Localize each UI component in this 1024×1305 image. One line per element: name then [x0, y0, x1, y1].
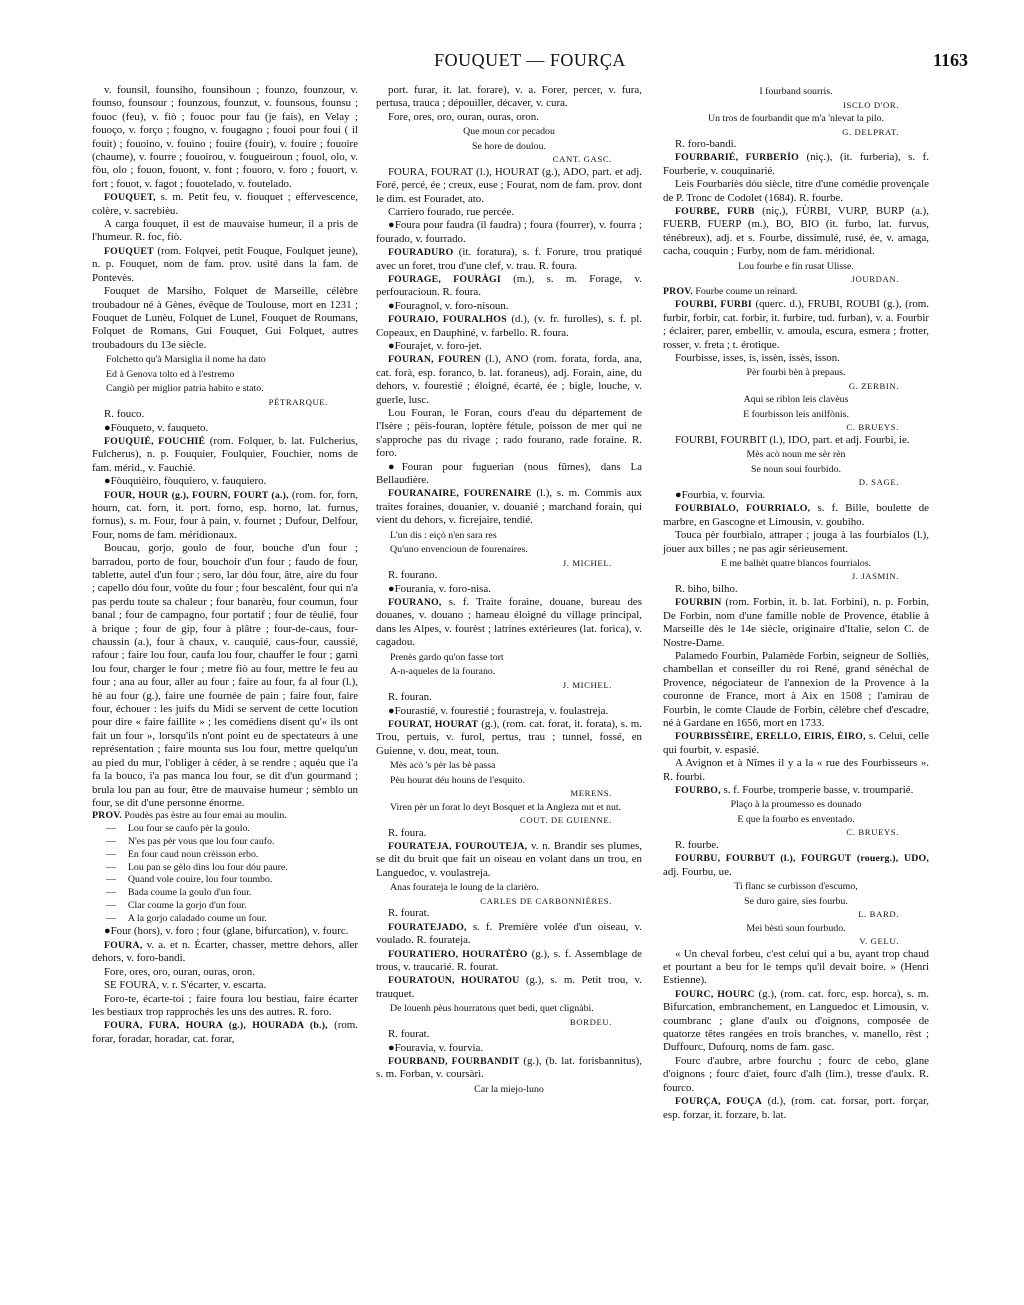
entry-text: (querc. d.), FRUBI, ROUBI (g.), (rom. furbir, forbir, cat. forbir, it. furbire, tud. furban), v. a. Fourbir ; éclairer, parer, embellir, v. amoula, escura, esmera ; frotter, rosser, v. freta ; t. érotique.: [663, 298, 929, 351]
entry-text: v. n. Brandir ses plumes, se dit du bruit que fait un oiseau en volant dans un trou, en Languedoc, v. voulastreja.: [376, 840, 642, 879]
entry-text: (l.), s. m. Commis aux traites foraines, douanier, v. douanié ; marchand forain, qui vient du dehors, v. ficrejaire, tendié.: [376, 487, 642, 527]
quote-attribution: [376, 679, 642, 692]
entry-text: ●Fouragnol, v. foro-nisoun.: [388, 299, 509, 312]
entry-text: R. fourano.: [388, 569, 438, 582]
quote-attribution: [376, 895, 642, 908]
paragraph: [376, 166, 642, 206]
entry-text: ●Fouran pour fuguerian (nous fûmes), dans La Bellaudière.: [376, 460, 642, 487]
quote-line: [663, 558, 929, 571]
column-middle: [376, 84, 642, 1294]
paragraph: [663, 352, 929, 365]
paragraph: [376, 340, 642, 353]
entry-text: Leis Fourbariès dóu siècle, titre d'une comédie provençale de P. Tronc de Codolet (1684). R. fourbe.: [663, 178, 929, 204]
entry-text: N'es pas pèr vous que lou four caufo.: [127, 835, 275, 847]
entry-text: R. fouran.: [388, 691, 432, 704]
paragraph: [376, 569, 642, 582]
headword: FOURATIERO, HOURATÈRO: [388, 948, 528, 960]
proverb-line: [106, 887, 358, 900]
entry-text: (it. foratura), s. f. Forure, trou pratiqué avec un foret, trou d'une clef, v. trau. R. foura.: [376, 246, 642, 272]
dictionary-entry: [92, 1019, 358, 1046]
entry-text: Mès acò noun me sèr rèn: [746, 449, 846, 461]
entry-text: Folchetto qu'à Marsiglia il nome ha dato: [106, 354, 266, 366]
quote-line: [663, 814, 929, 827]
entry-text: ●Fòuquièiro, fòuquiero, v. fauquiero.: [104, 475, 267, 488]
paragraph: [663, 650, 929, 730]
paragraph: [92, 84, 358, 191]
entry-text: ●Fourajet, v. foro-jet.: [388, 340, 482, 352]
paragraph: [92, 542, 358, 810]
paragraph: [376, 583, 642, 596]
dictionary-entry: [376, 840, 642, 880]
quote-attribution: [663, 826, 929, 839]
entry-text: R. fourat.: [388, 1028, 430, 1041]
entry-text: (l.), ANO (rom. forata, forda, ana, cat. forà, esp. foranco, b. lat. foraneus), adj. Forain, aine, du dehors, v. fourestié ; éloigné, écarté, ée ; bigle, louche, v. guerle, lusc.: [376, 353, 642, 406]
entry-text: Aqui se riblon leis clavèus: [743, 394, 849, 406]
entry-text: s. f. Traite foraine, douane, bureau des douanes, v. douano ; hameau éloigné du village principal, dans les Alpes, v. fourèst ; latrines extérieures (lat. forica), v. cagadou.: [376, 596, 642, 649]
entry-text: (rom. for, forn, hourn, cat. forn, it. port. forno, esp. horno, lat. furnus, fornus), s. m. Four, four à pain, v. fournet ; Dufour, Delfour, Four, noms de fam. méridionaux.: [92, 488, 358, 541]
entry-text: (g.), s. m. Petit trou, v. trauquet.: [376, 974, 642, 1000]
quote-line: [390, 530, 642, 543]
entry-text: Anas fourateja le loung de la clarièro.: [390, 882, 539, 894]
proverb-line: [106, 913, 358, 926]
paragraph: [376, 206, 642, 219]
entry-text: R. fourat.: [388, 907, 430, 920]
quote-line: [663, 464, 929, 477]
entry-text: SE FOURA, v. r. S'écarter, v. escarta.: [104, 979, 267, 992]
paragraph: [376, 1042, 642, 1055]
entry-text: ●Fourastié, v. fourestié ; fourastreja, v. foulastreja.: [388, 704, 609, 717]
dictionary-entry: [92, 245, 358, 285]
headword: FOURANO,: [388, 597, 442, 608]
quote-line: [106, 354, 358, 367]
entry-text: Lou four se caufo pèr la goulo.: [127, 823, 250, 835]
column-right: [663, 84, 929, 1294]
proverb-line: [106, 836, 358, 849]
entry-text: Mei bèsti soun fourbudo.: [746, 922, 846, 934]
entry-text: Qu'uno envencioun de fourenaires.: [390, 544, 528, 556]
quote-attribution: [376, 557, 642, 570]
headword: FOURBI, FURBI: [675, 299, 752, 311]
entry-text: s. f. Bille, boulette de marbre, en Gascogne et Limousin, v. goubiho.: [663, 502, 929, 528]
dictionary-entry: [663, 502, 929, 529]
entry-text: Carriero fourado, rue percée.: [388, 205, 515, 218]
entry-text: G. ZERBIN.: [848, 380, 899, 391]
page-number: 1163: [932, 50, 968, 70]
quote-attribution: [663, 476, 929, 489]
page-header: [90, 50, 970, 76]
entry-text: ISCLO D'OR.: [843, 99, 899, 110]
headword: FOURBAND, FOURBANDIT: [388, 1055, 520, 1067]
paragraph: [663, 948, 929, 988]
quote-line: [390, 1003, 642, 1016]
dictionary-entry: [663, 1095, 929, 1122]
quote-line: [663, 261, 929, 274]
dictionary-entry: [376, 273, 642, 300]
dictionary-entry: [376, 353, 642, 407]
dictionary-entry: [376, 718, 642, 758]
entry-text: Lou fourbe e fin rusat Ulisse.: [738, 260, 854, 272]
entry-text: COUT. DE GUIENNE.: [519, 815, 612, 826]
entry-text: (rom. forar, foradar, horadar, cat. forar,: [92, 1019, 358, 1045]
quote-line: [663, 896, 929, 909]
paragraph: [663, 1055, 929, 1095]
quote-line: [663, 923, 929, 936]
entry-text: Pèr fourbi bèn à prepaus.: [746, 367, 846, 379]
dictionary-entry: [663, 730, 929, 757]
entry-text: A carga fouquet, il est de mauvaise humeur, il a pris de l'humeur. R. foc, fiò.: [92, 218, 358, 244]
entry-text: « Un cheval forbeu, c'est celui qui a bu, ayant trop chaud et pourtant a beu for le temps qu'il devait boire. » (Henri Estienne).: [663, 947, 929, 987]
entry-text: Mès acò 's pèr las bè passa: [390, 760, 496, 772]
dictionary-entry: [92, 435, 358, 475]
entry-text: Cangiò per miglior patria habito e stato.: [106, 383, 264, 395]
entry-text: s. m. Petit feu, v. fiouquet ; effervescence, colère, v. sacrebièu.: [92, 191, 358, 217]
entry-text: Fourc d'aubre, arbre fourchu ; fourc de cebo, glane d'oignons ; fourc d'aiet, fourc d'alh (lim.), tresse d'aulx. R. fourco.: [663, 1054, 929, 1094]
entry-text: E fourbisson leis anilfònis.: [743, 408, 849, 420]
entry-text: ●Foura pour faudra (il faudra) ; foura (fourrer), v. fourra ; fourado, v. fourrado.: [376, 219, 642, 245]
entry-text: Fourbisse, isses, is, issèn, issès, isson.: [675, 352, 840, 365]
quote-attribution: [376, 153, 642, 166]
quote-attribution: [663, 380, 929, 393]
entry-text: ●Fouravia, v. fourvia.: [388, 1041, 484, 1054]
entry-text: En four caud noun crèisson erbo.: [127, 848, 259, 860]
paragraph: [663, 178, 929, 205]
paragraph: [92, 422, 358, 435]
proverb-line: [106, 900, 358, 913]
running-title: FOUQUET — FOURÇA: [434, 50, 626, 70]
entry-text: J. MICHEL.: [562, 679, 612, 690]
column-left: [92, 84, 358, 1294]
proverb-line: [106, 874, 358, 887]
entry-text: Fore, ores, oro, ouran, ouras, oron.: [104, 965, 255, 978]
entry-text: Prenès gardo qu'on fasse tort: [390, 651, 504, 663]
dictionary-entry: [376, 246, 642, 273]
headword: FOURBISSÈIRE, ERELLO, EIRIS, ÈIRO,: [675, 731, 866, 743]
entry-text: (rom. Forbin, it. b. lat. Forbini), n. p. Forbin, De Forbin, nom d'une famille noble de Provence, établie à Marseille dès le 14e siècle, originaire d'Italie, selon C. de Nostre-Dame.: [663, 596, 929, 649]
entry-text: A-n-aqueles de la fourano.: [390, 666, 496, 678]
headword: PROV.: [92, 810, 122, 822]
entry-text: Quand vole couire, lou four toumbo.: [127, 874, 273, 886]
headword: FOURBE, FURB: [675, 206, 755, 218]
dictionary-entry: [376, 313, 642, 340]
paragraph: [663, 583, 929, 596]
headword: FOURA, FURA, HOURA (g.), HOURADA (b.),: [104, 1020, 328, 1032]
entry-text: G. DELPRAT.: [842, 126, 899, 137]
entry-text: Bada coume la goulo d'un four.: [127, 887, 252, 899]
entry-text: ●Four (hors), v. foro ; four (glane, bifurcation), v. fourc.: [104, 925, 349, 938]
entry-text: A la gorjo caladado coume un four.: [127, 912, 267, 924]
quote-line: [106, 369, 358, 382]
entry-text: Boucau, gorjo, goulo de four, bouche d'un four ; barradou, porto de four, bouchoir d'un four ; faudo de four, tablette, autel d'un four ; sero, lar dóu four, âtre, aire du four ; capello dóu four, voûte du four ; four bescalènt, four qui n'a pas perdu toute sa chaleur ; four banarèu, four coumun, four banal ; four de campagno, four portatif ; four de tèulié, four à brique ; four de gip, four à plâtre ; four-de-caus, four-chaussin (a.), four à chaux, v. cauquié, caus-four, caussié, rafour ; faire lou four, caufa lou four, chauffer le four ; garni lou four, charger le four ; metre fiò au four, mettre le feu au four ; ana au four, aller au four ; faire au four, fa al four (l.), hè au four (g.), faire une fournée de pain ; faire four, faire four, échouer : les juifs du Midi se servent de cette locution pour dire « faire faillite » ; les comédiens disent qu'« ils ont fait un four », lorsqu'ils n'ont point eu de spectateurs à une représentation ; faire mounta sus lou four, mettre quelqu'un au pied du mur, l'obliger à céder, à se rendre ; aquéu que i'a fa la bouco, i'a pas manca lou four, se dit d'un gourmand ; brula lou pan au four, être de mauvaise humeur ; sèmblo un four, se dit d'une personne énorme.: [92, 542, 358, 809]
headword: FOURAGE, FOURÀGI: [388, 273, 501, 285]
quote-line: [376, 1084, 642, 1097]
paragraph: [376, 300, 642, 313]
entry-text: Fourbe coume un reinard.: [692, 285, 798, 297]
paragraph: [663, 839, 929, 852]
dictionary-entry: [663, 784, 929, 797]
entry-text: s. f. Fourbe, tromperie basse, v. troumparié.: [720, 784, 914, 797]
quote-line: [106, 383, 358, 396]
dictionary-entry: [376, 596, 642, 650]
headword: FOURANAIRE, FOURENAIRE: [388, 488, 532, 500]
headword: FOUR, HOUR (g.), FOURN, FOURT (a.),: [104, 489, 289, 501]
headword: FOURAT, HOURAT: [388, 718, 479, 730]
paragraph: [376, 84, 642, 111]
headword: PROV.: [663, 285, 693, 297]
entry-text: Foro-te, écarte-toi ; faire foura lou bestiau, faire écarter les bestiaux trop rapprochés les uns des autres. R. foro.: [92, 992, 358, 1018]
headword: FOUQUIÉ, FOUCHIÉ: [104, 435, 206, 447]
headword: FOURC, HOURC: [675, 988, 755, 1000]
entry-text: I fourband sourris.: [759, 86, 833, 97]
quote-attribution: [663, 570, 929, 583]
headword: FOURBIALO, FOURRIALO,: [675, 503, 811, 515]
entry-text: Ed à Genova tolto ed à l'estremo: [106, 368, 235, 380]
headword: FOURBO,: [675, 785, 721, 797]
dictionary-entry: [376, 974, 642, 1001]
entry-text: Se noun soui fourbido.: [751, 463, 841, 475]
entry-text: s. f. Première volée d'un oiseau, v. voulado. R. fourateja.: [376, 920, 642, 947]
paragraph: [663, 757, 929, 784]
headword: FOURA,: [104, 939, 143, 951]
entry-text: (g.), (rom. cat. forc, esp. horca), s. m. Bifurcation, embranchement, en Languedoc et Limousin, v. coumbranc ; glane d'aulx ou d'oignons, composée de quatorze têtes rangées en trois branches, v. manello, rèst ; Duffourc, Dufourq, noms de fam. gasc.: [663, 987, 929, 1054]
headword: FOURATEJA, FOUROUTEJA,: [388, 841, 528, 853]
headword: FOURAIO, FOURALHOS: [388, 314, 507, 326]
entry-text: J. JASMIN.: [851, 571, 899, 582]
entry-text: FOURA, FOURAT (l.), HOURAT (g.), ADO, part. et adj. Foré, percé, ée ; creux, euse ; Fourat, nom de fam. prov. dont le dim. est Fouradet, ato.: [376, 165, 642, 205]
paragraph: [92, 285, 358, 352]
quote-line: [390, 760, 642, 773]
entry-text: Se duro gaire, sies fourbu.: [744, 895, 848, 907]
quote-attribution: [663, 273, 929, 286]
quote-attribution: [663, 908, 929, 921]
paragraph: [663, 434, 929, 447]
proverb: [92, 810, 358, 823]
entry-text: Lou Fouran, le Foran, cours d'eau du département de l'Isère ; pèis-fouran, loptère fétule, poisson de mer qui ne s'approche pas du rivage ; rado fourano, rade foraine. R. foro.: [376, 407, 642, 460]
quote-line: [663, 86, 929, 99]
headword: FOURBIN: [675, 597, 722, 609]
entry-text: Viren pèr un forat lo deyt Bosquet et la Angleza nut et nut.: [390, 801, 622, 813]
proverb-line: [106, 862, 358, 875]
entry-text: J. MICHEL.: [562, 557, 612, 568]
paragraph: [376, 461, 642, 488]
quote-line: [390, 652, 642, 665]
paragraph: [92, 993, 358, 1020]
entry-text: BORDEU.: [569, 1016, 612, 1027]
headword: FOURATOUN, HOURATOU: [388, 975, 520, 987]
entry-text: FOURBI, FOURBIT (l.), IDO, part. et adj. Fourbi, ie.: [675, 433, 910, 446]
entry-text: Pèu hourat déu houns de l'esquito.: [390, 774, 526, 786]
entry-text: Car la miejo-luno: [474, 1083, 544, 1095]
paragraph: [92, 408, 358, 421]
entry-text: (rom. Folquer, b. lat. Fulcherius, Fulcherus), n. p. Fouquier, Foulquier, Fouchier, noms de fam. mérid., v. Fauchié.: [92, 434, 358, 474]
entry-text: v. founsil, founsiho, founsihoun ; founzo, founzour, v. founso, founsour ; founzous, founzut, v. founsous, founsu ; fouoc (feu), v. fiò ; fouoc pour fau (je fais), en Velay ; fouoço, v. forço ; fougno, v. fougagno ; fouoi pour foui ( il fouit) ; fouoino, v. fouino ; fouire (fouir), v. fouire ; fouoire (chaume), v. fourre ; fouoirou, v. fougueiroun ; fouol, olo, v. fòu, olo ; fouon, fouont, v. font ; fouoro, v. foro ; fouort, v. fort ; fouot, v. fagot ; fouotelado, v. foutelado.: [92, 84, 358, 190]
quote-line: [663, 799, 929, 812]
headword: FOURÇA, FOUÇA: [675, 1096, 763, 1108]
dictionary-entry: [376, 921, 642, 948]
entry-text: (m.), s. m. Forage, v. perfouracioun. R. foura.: [376, 272, 642, 299]
quote-attribution: [376, 787, 642, 800]
quote-line: [390, 802, 642, 815]
dictionary-entry: [92, 191, 358, 218]
entry-text: Touca pèr fourbialo, attraper ; jouga à las fourbialos (l.), jouer aux billes ; ne pas agir sérieusement.: [663, 529, 929, 555]
entry-text: MERENS.: [570, 788, 612, 799]
entry-text: port. furar, it. lat. forare), v. a. Forer, percer, v. fura, pertusa, trauca ; dépouiller, décaver, v. cura.: [376, 84, 642, 110]
entry-text: E me balhèt quatre blancos fourrialos.: [720, 557, 872, 569]
proverb-line: [106, 823, 358, 836]
headword: FOUQUET,: [104, 192, 156, 204]
dictionary-entry: [663, 596, 929, 650]
entry-text: (g.), s. f. Assemblage de trous, v. traucarié. R. fourat.: [376, 947, 642, 973]
paragraph: [663, 489, 929, 502]
dictionary-entry: [663, 298, 929, 352]
entry-text: (d.), (v. fr. furolles), s. f. pl. Copeaux, en Dauphiné, v. farbello. R. foura.: [376, 313, 642, 339]
entry-text: Clar coume la gorjo d'un four.: [127, 899, 247, 911]
quote-line: [663, 449, 929, 462]
paragraph: [376, 219, 642, 246]
entry-text: Ti flanc se curbisson d'escumo,: [734, 881, 858, 893]
entry-text: (niç.), (it. furberia), s. f. Fourberie, v. couquinarié.: [663, 151, 929, 177]
dictionary-entry: [376, 948, 642, 975]
quote-attribution: [376, 814, 642, 827]
quote-line: [663, 367, 929, 380]
entry-text: Un tros de fourbandit que m'a 'nlevat la pilo.: [707, 113, 885, 124]
entry-text: (d.), (rom. cat. forsar, port. forçar, esp. forzar, it. forzare, b. lat.: [663, 1095, 929, 1121]
quote-attribution: [92, 396, 358, 409]
paragraph: [376, 1028, 642, 1041]
dictionary-entry: [376, 487, 642, 527]
entry-text: CARLES DE CARBONNIÈRES.: [480, 895, 612, 906]
quote-line: [663, 409, 929, 422]
entry-text: De louenh pèus hourratous quet bedi, quet clignàbi.: [390, 1003, 594, 1015]
entry-text: (rom. Folqvei, petit Fouque, Foulquet jeune), n. p. Fouquet, nom de fam. prov. usité dans la fam. de Pontevès.: [92, 244, 358, 284]
quote-attribution: [376, 1016, 642, 1029]
entry-text: Fore, ores, oro, ouran, ouras, oron.: [388, 110, 539, 123]
entry-text: adj. Fourbu, ue.: [663, 865, 732, 878]
entry-text: L'un dis : eiçò n'en sara res: [390, 529, 497, 541]
entry-text: v. a. et n. Écarter, chasser, mettre dehors, aller dehors, v. foro-bandi.: [92, 938, 358, 965]
paragraph: [92, 925, 358, 938]
quote-line: [376, 141, 642, 154]
paragraph: [663, 529, 929, 556]
quote-line: [390, 666, 642, 679]
quote-attribution: [663, 99, 929, 112]
entry-text: V. GELU.: [859, 936, 899, 947]
entry-text: JOURDAN.: [851, 274, 899, 285]
paragraph: [92, 966, 358, 979]
quote-attribution: [663, 421, 929, 434]
quote-line: [663, 113, 929, 126]
paragraph: [663, 138, 929, 151]
entry-text: R. foro-bandi.: [675, 138, 737, 150]
entry-text: D. SAGE.: [858, 477, 899, 488]
entry-text: s. Celui, celle qui fourbit, v. espasié.: [663, 730, 929, 756]
quote-line: [390, 544, 642, 557]
entry-text: (niç.), FÙRBI, VURP, BURP (a.), FUERB, FUERP (m.), BO, BIO (it. furbo, lat. furvus, ténébreux), adj. et s. Fourbe, dissimulé, rusé, ée, v. amaga, cacha, couquin ; Furby, nom de fam. méridional.: [663, 205, 929, 258]
entry-text: Fouquet de Marsiho, Folquet de Marseille, célèbre troubadour né à Gènes, évêque de Toulouse, mort en 1231 ; Fouquet de Lunèu, Folquet de Lunel, Fouquet de Roumans, Folquet de Romans, Gui Fouquet, Gui Folquet, autres troubadours du 13e siècle.: [92, 285, 358, 351]
quote-attribution: [663, 126, 929, 139]
headword: FOURAN, FOUREN: [388, 354, 481, 366]
entry-text: R. fourbe.: [675, 838, 719, 851]
entry-text: R. fouco.: [104, 408, 145, 421]
entry-text: Poudès pas èstre au four emai au moulin.: [121, 810, 287, 822]
dictionary-entry: [663, 852, 929, 879]
dictionary-entry: [92, 489, 358, 543]
paragraph: [92, 475, 358, 488]
proverb-line: [106, 849, 358, 862]
entry-text: C. BRUEYS.: [846, 422, 899, 433]
paragraph: [376, 111, 642, 124]
quote-line: [376, 126, 642, 139]
quote-attribution: [663, 935, 929, 948]
quote-line: [390, 775, 642, 788]
headword: FOUQUET: [104, 245, 154, 257]
headword: FOURBU, FOURBUT (l.), FOURGUT (rouerg.), UDO,: [675, 853, 929, 865]
dictionary-entry: [663, 205, 929, 259]
entry-text: Plaço à la proumesso es dounado: [730, 799, 862, 811]
paragraph: [376, 907, 642, 920]
entry-text: ●Fourbia, v. fourvia.: [675, 488, 766, 501]
entry-text: E que la fourbo es enventado.: [737, 813, 855, 825]
entry-text: R. biho, bilho.: [675, 582, 738, 595]
entry-text: (g.), (rom. cat. forat, it. forata), s. m. Trou, pertuis, v. furol, pertus, trau ; tunnel, fossé, en Guienne, v. dou, meat, toun.: [376, 717, 642, 757]
entry-text: C. BRUEYS.: [846, 827, 899, 838]
paragraph: [376, 407, 642, 461]
headword: FOURADURO: [388, 247, 454, 259]
paragraph: [376, 705, 642, 718]
entry-text: Lou pan se gèlo dins lou four dóu paure.: [127, 861, 288, 873]
entry-text: A Avignon et à Nîmes il y a la « rue des Fourbisseurs ». R. fourbi.: [663, 757, 929, 783]
entry-text: Se hore de doulou.: [471, 140, 547, 152]
entry-text: CANT. GASC.: [552, 154, 612, 165]
quote-line: [663, 881, 929, 894]
paragraph: [92, 218, 358, 245]
entry-text: ●Fòuqueto, v. fauqueto.: [104, 421, 209, 434]
dictionary-entry: [663, 151, 929, 178]
paragraph: [376, 827, 642, 840]
quote-line: [663, 394, 929, 407]
entry-text: ●Fourania, v. foro-nisa.: [388, 582, 491, 595]
dictionary-entry: [92, 939, 358, 966]
paragraph: [376, 691, 642, 704]
entry-text: PÉTRARQUE.: [268, 396, 328, 407]
dictionary-entry: [663, 988, 929, 1055]
headword: FOURBARIÉ, FURBERÌO: [675, 152, 799, 164]
entry-text: L. BARD.: [858, 909, 899, 920]
proverb: [663, 286, 929, 299]
entry-text: Que moun cor pecadou: [463, 126, 555, 138]
quote-line: [390, 882, 642, 895]
entry-text: (g.), (b. lat. forisbannitus), s. m. Forban, v. coursàri.: [376, 1054, 642, 1081]
headword: FOURATEJADO,: [388, 921, 467, 933]
entry-text: R. foura.: [388, 826, 427, 839]
paragraph: [92, 979, 358, 992]
entry-text: Palamedo Fourbin, Palamède Forbin, seigneur de Solliès, chambellan et conseiller du roi René, grand sénéchal de Provence, négociateur de l'annexion de la Provence à la couronne de France, mort à Aix en 1508 ; l'amirau de Fourbin, le comte Claude de Forbin, célèbre chef d'escadre, né à Gardane en 1656, mort en 1733.: [663, 649, 929, 729]
dictionary-entry: [376, 1055, 642, 1082]
